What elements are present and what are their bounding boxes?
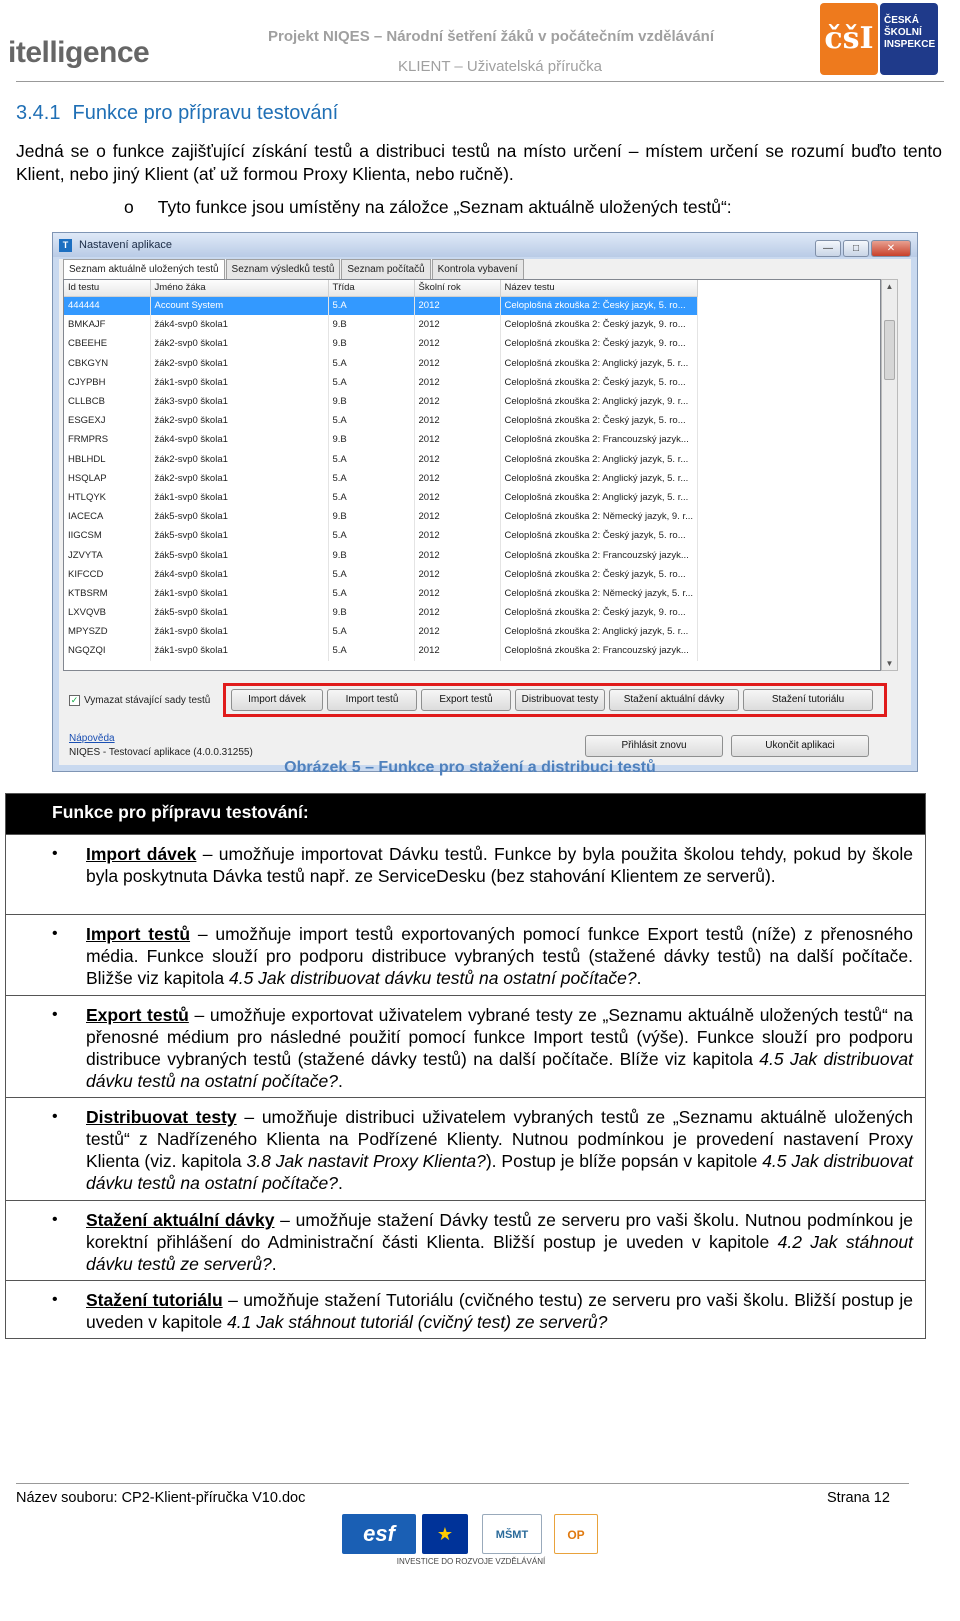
end-distribute-tests: .	[337, 1173, 343, 1193]
export-tests-button[interactable]: Export testů	[421, 689, 511, 711]
end-import-tests: .	[636, 968, 642, 988]
table-cell: 5.A	[328, 488, 414, 507]
ref-download-tutorial: 4.1 Jak stáhnout tutoriál (cvičný test) ze serverů?	[227, 1312, 608, 1332]
table-cell: Celoplošná zkouška 2: Český jazyk, 5. ro...	[500, 526, 698, 545]
table-cell: 9.B	[328, 507, 414, 526]
table-cell: žák4-svp0 škola1	[150, 430, 328, 449]
ref-import-tests: 4.5 Jak distribuovat dávku testů na ostatní počítače?	[228, 968, 637, 988]
minimize-button[interactable]: —	[815, 240, 841, 257]
table-cell: 9.B	[328, 334, 414, 353]
tab-current-tests[interactable]: Seznam aktuálně uložených testů	[63, 259, 225, 279]
table-cell: 2012	[414, 296, 500, 315]
figure-caption: Obrázek 5 – Funkce pro stažení a distribuci testů	[284, 759, 656, 776]
table-cell: Celoplošná zkouška 2: Francouzský jazyk...	[500, 641, 698, 660]
table-cell: Celoplošná zkouška 2: Anglický jazyk, 5. r...	[500, 469, 698, 488]
functions-heading: Funkce pro přípravu testování:	[6, 794, 925, 834]
table-cell: 2012	[414, 603, 500, 622]
table-cell: CJYPBH	[64, 373, 150, 392]
ref-distribute-tests: 4.5 Jak distribuovat dávku testů na ostatní počítače?	[86, 1151, 913, 1193]
table-cell: Celoplošná zkouška 2: Anglický jazyk, 5. r...	[500, 354, 698, 373]
mid-distribute-tests: ). Postup je blíže popsán v kapitole	[485, 1151, 763, 1171]
table-row[interactable]	[64, 411, 698, 430]
functions-table	[5, 793, 926, 1339]
intro-paragraph: Jedná se o funkce zajišťující získání testů a distribuci testů na místo určení – místem určení se rozumí buďto tento Klient, nebo jiný Klient (ať už formou Proxy Klienta, nebo ručně).	[16, 141, 942, 184]
footer-divider	[16, 1483, 909, 1484]
app-icon: T	[59, 239, 72, 252]
bullet-icon: •	[52, 1108, 58, 1125]
footer-filename: Název souboru: CP2-Klient-příručka V10.doc	[16, 1490, 306, 1506]
table-cell: 2012	[414, 430, 500, 449]
table-cell: Account System	[150, 296, 328, 315]
clear-sets-checkbox[interactable]	[69, 695, 210, 706]
sub-bullet-text: Tyto funkce jsou umístěny na záložce „Seznam aktuálně uložených testů“:	[157, 197, 732, 217]
table-cell: 5.A	[328, 373, 414, 392]
op-logo: OP	[554, 1514, 598, 1554]
table-row[interactable]	[64, 373, 698, 392]
table-cell: HSQLAP	[64, 469, 150, 488]
eu-caption: INVESTICE DO ROZVOJE VZDĚLÁVÁNÍ	[396, 1557, 546, 1566]
function-row-import-batches	[6, 834, 925, 914]
table-cell: KIFCCD	[64, 565, 150, 584]
table-cell: Celoplošná zkouška 2: Anglický jazyk, 9. r...	[500, 392, 698, 411]
table-cell: 2012	[414, 315, 500, 334]
table-cell: žák2-svp0 škola1	[150, 411, 328, 430]
table-row[interactable]	[64, 334, 698, 353]
ref-download-batch: 4.2 Jak stáhnout dávku testů ze serverů?	[86, 1232, 913, 1274]
tests-grid[interactable]	[63, 279, 881, 671]
table-row[interactable]	[64, 469, 698, 488]
table-cell: NGQZQI	[64, 641, 150, 660]
table-cell: 5.A	[328, 565, 414, 584]
table-cell: 5.A	[328, 526, 414, 545]
col-class[interactable]: Třída	[328, 280, 414, 296]
action-row	[63, 683, 903, 717]
tab-strip	[63, 259, 525, 279]
table-cell: Celoplošná zkouška 2: Český jazyk, 5. ro...	[500, 373, 698, 392]
table-cell: CBEEHE	[64, 334, 150, 353]
import-batches-button[interactable]: Import dávek	[231, 689, 323, 711]
desc-download-tutorial: – umožňuje stažení Tutoriálu (cvičného testu) ze serveru pro vaši školu. Bližší postup je uveden v kapitole	[86, 1290, 914, 1332]
table-cell: IACECA	[64, 507, 150, 526]
window-body	[59, 259, 911, 765]
table-cell: 5.A	[328, 354, 414, 373]
table-cell: Celoplošná zkouška 2: Český jazyk, 5. ro...	[500, 296, 698, 315]
table-cell: 2012	[414, 565, 500, 584]
col-id[interactable]: Id testu	[64, 280, 150, 296]
table-cell: 9.B	[328, 430, 414, 449]
table-row[interactable]	[64, 603, 698, 622]
table-cell: žák2-svp0 škola1	[150, 354, 328, 373]
table-cell: žák5-svp0 škola1	[150, 526, 328, 545]
table-cell: Celoplošná zkouška 2: Český jazyk, 9. ro...	[500, 334, 698, 353]
function-row-download-tutorial	[6, 1280, 925, 1338]
window-titlebar	[53, 233, 917, 257]
table-cell: 2012	[414, 373, 500, 392]
table-cell: Celoplošná zkouška 2: Německý jazyk, 9. r...	[500, 507, 698, 526]
table-cell: 444444	[64, 296, 150, 315]
term-download-tutorial: Stažení tutoriálu	[86, 1290, 223, 1310]
table-cell: 2012	[414, 526, 500, 545]
footer-page-number: Strana 12	[827, 1490, 890, 1506]
col-student[interactable]: Jméno žáka	[150, 280, 328, 296]
bullet-icon: •	[52, 1006, 58, 1023]
scroll-down-icon[interactable]: ▼	[885, 659, 894, 668]
window-title: Nastavení aplikace	[79, 239, 172, 251]
document-subtitle: KLIENT – Uživatelská příručka	[398, 58, 602, 75]
project-title: Projekt NIQES – Národní šetření žáků v počátečním vzdělávání	[268, 28, 714, 45]
section-number: 3.4.1	[16, 102, 61, 124]
table-cell: žák1-svp0 škola1	[150, 622, 328, 641]
sub-bullet	[124, 197, 732, 218]
login-again-button[interactable]: Přihlásit znovu	[585, 735, 723, 757]
bullet-icon: •	[52, 925, 58, 942]
grid-scrollbar[interactable]	[881, 279, 898, 671]
table-cell: žák1-svp0 škola1	[150, 584, 328, 603]
table-cell: HTLQYK	[64, 488, 150, 507]
table-cell: CLLBCB	[64, 392, 150, 411]
table-row[interactable]	[64, 488, 698, 507]
desc-import-batches: – umožňuje importovat Dávku testů. Funkce by byla použita školou tehdy, pokud by škole byla poskytnuta Dávka testů např. ze ServiceDesku (bez stahování Klientem ze serverů).	[86, 844, 913, 886]
table-cell: 2012	[414, 584, 500, 603]
table-cell: žák2-svp0 škola1	[150, 469, 328, 488]
table-row[interactable]	[64, 392, 698, 411]
term-import-batches: Import dávek	[86, 844, 197, 864]
table-cell: 2012	[414, 334, 500, 353]
table-cell: žák1-svp0 škola1	[150, 488, 328, 507]
scroll-thumb[interactable]	[884, 320, 895, 380]
bullet-icon: •	[52, 1291, 58, 1308]
table-cell: žák5-svp0 škola1	[150, 545, 328, 564]
desc-export-tests: – umožňuje exportovat uživatelem vybrané testy ze „Seznamu aktuálně uložených testů“ na přenosné médium pro následné použití pomocí funkce Import testů (výše). Funkce slouží pro podporu distribuce vybraných testů (stažené dávky testů) na další počítače. Blíže viz kapitola	[86, 1005, 913, 1069]
table-cell: HBLHDL	[64, 450, 150, 469]
ref-export-tests: 4.5 Jak distribuovat dávku testů na ostatní počítače?	[86, 1049, 914, 1091]
checkbox-check-icon[interactable]: ✓	[70, 695, 79, 705]
table-cell: 9.B	[328, 603, 414, 622]
table-row[interactable]	[64, 450, 698, 469]
table-cell: Celoplošná zkouška 2: Německý jazyk, 5. r...	[500, 584, 698, 603]
app-window-screenshot	[52, 232, 918, 772]
table-cell: Celoplošná zkouška 2: Francouzský jazyk...	[500, 545, 698, 564]
table-cell: 5.A	[328, 450, 414, 469]
table-row[interactable]	[64, 430, 698, 449]
term-import-tests: Import testů	[86, 924, 191, 944]
tab-equipment-check[interactable]: Kontrola vybavení	[432, 259, 524, 279]
table-cell: žák2-svp0 škola1	[150, 334, 328, 353]
msmt-logo: MŠMT	[482, 1514, 542, 1554]
end-export-tests: .	[337, 1071, 343, 1091]
help-link[interactable]: Nápověda	[69, 733, 115, 744]
table-row[interactable]	[64, 622, 698, 641]
import-tests-button[interactable]: Import testů	[327, 689, 417, 711]
sub-bullet-marker: o	[124, 197, 134, 217]
scroll-up-icon[interactable]: ▲	[885, 282, 894, 291]
table-cell: 2012	[414, 450, 500, 469]
table-cell: Celoplošná zkouška 2: Český jazyk, 9. ro...	[500, 315, 698, 334]
function-row-distribute-tests	[6, 1097, 925, 1200]
table-cell: 2012	[414, 392, 500, 411]
table-cell: Celoplošná zkouška 2: Český jazyk, 5. ro...	[500, 411, 698, 430]
eu-logos	[342, 1514, 600, 1568]
csi-logo-text: ČESKÁ ŠKOLNÍ INSPEKCE	[880, 3, 938, 75]
distribute-tests-button[interactable]: Distribuovat testy	[515, 689, 605, 711]
table-cell: 9.B	[328, 315, 414, 334]
table-row[interactable]	[64, 354, 698, 373]
function-row-export-tests	[6, 995, 925, 1097]
bullet-icon: •	[52, 1211, 58, 1228]
table-cell: žák1-svp0 škola1	[150, 373, 328, 392]
table-cell: 5.A	[328, 641, 414, 660]
table-cell: 9.B	[328, 392, 414, 411]
table-cell: Celoplošná zkouška 2: Anglický jazyk, 5. r...	[500, 450, 698, 469]
table-cell: 5.A	[328, 584, 414, 603]
csi-logo-mark: čšI	[820, 3, 878, 75]
close-button[interactable]: ✕	[871, 240, 911, 257]
csi-logo	[820, 3, 940, 75]
table-cell: CBKGYN	[64, 354, 150, 373]
term-export-tests: Export testů	[86, 1005, 189, 1025]
esf-logo: esf	[342, 1514, 416, 1554]
section-heading	[16, 102, 338, 125]
desc-download-batch: – umožňuje stažení Dávky testů ze serveru pro vaši školu. Nutnou podmínkou je korektní přihlášení do Administrační části Klienta. Bližší postup je uveden v kapitole	[86, 1210, 914, 1252]
header-divider	[16, 81, 944, 82]
function-row-import-tests	[6, 914, 925, 995]
download-tutorial-button[interactable]: Stažení tutoriálu	[743, 689, 873, 711]
table-cell: 2012	[414, 354, 500, 373]
term-distribute-tests: Distribuovat testy	[86, 1107, 237, 1127]
table-cell: JZVYTA	[64, 545, 150, 564]
function-row-download-batch	[6, 1200, 925, 1280]
table-row[interactable]	[64, 641, 698, 660]
end-download-batch: .	[271, 1254, 277, 1274]
clear-sets-label: Vymazat stávající sady testů	[84, 695, 211, 707]
table-cell: žák4-svp0 škola1	[150, 565, 328, 584]
desc-import-tests: – umožňuje import testů exportovaných pomocí funkce Export testů (níže) z přenosného média. Funkce slouží pro podporu distribuce vybraných testů (stažené dávky testů) na další počítače. Bližše viz kapitola	[86, 924, 913, 988]
table-cell: MPYSZD	[64, 622, 150, 641]
table-cell: žák2-svp0 škola1	[150, 450, 328, 469]
table-cell: 2012	[414, 545, 500, 564]
version-label: NIQES - Testovací aplikace (4.0.0.31255)	[69, 747, 253, 758]
table-cell: žák5-svp0 škola1	[150, 603, 328, 622]
tab-computers[interactable]: Seznam počítačů	[341, 259, 430, 279]
table-cell: KTBSRM	[64, 584, 150, 603]
ref-proxy-client: 3.8 Jak nastavit Proxy Klienta?	[246, 1151, 486, 1171]
table-cell: žák1-svp0 škola1	[150, 641, 328, 660]
desc-distribute-tests: – umožňuje distribuci uživatelem vybraných testů ze „Seznamu aktuálně uložených testů“ z Nadřízeného Klienta na Podřízené Klienty. Nutnou podmínkou je provedení nastavení Proxy Klienta (viz. kapitola	[86, 1107, 913, 1171]
table-cell: Celoplošná zkouška 2: Anglický jazyk, 5. r...	[500, 622, 698, 641]
table-cell: 2012	[414, 411, 500, 430]
table-cell: LXVQVB	[64, 603, 150, 622]
table-cell: 2012	[414, 488, 500, 507]
download-batch-button[interactable]: Stažení aktuální dávky	[609, 689, 739, 711]
table-cell: IIGCSM	[64, 526, 150, 545]
tab-test-results[interactable]: Seznam výsledků testů	[226, 259, 341, 279]
table-cell: žák5-svp0 škola1	[150, 507, 328, 526]
eu-flag-icon: ★	[422, 1514, 468, 1554]
table-cell: 2012	[414, 507, 500, 526]
table-cell: 2012	[414, 622, 500, 641]
table-cell: Celoplošná zkouška 2: Francouzský jazyk...	[500, 430, 698, 449]
table-cell: žák3-svp0 škola1	[150, 392, 328, 411]
maximize-button[interactable]: □	[843, 240, 869, 257]
bullet-icon: •	[52, 845, 58, 862]
section-title: Funkce pro přípravu testování	[72, 102, 339, 124]
exit-app-button[interactable]: Ukončit aplikaci	[731, 735, 869, 757]
table-row[interactable]	[64, 545, 698, 564]
table-row[interactable]	[64, 507, 698, 526]
table-cell: žák4-svp0 škola1	[150, 315, 328, 334]
table-cell: Celoplošná zkouška 2: Anglický jazyk, 5. r...	[500, 488, 698, 507]
itelligence-logo: itelligence	[8, 36, 150, 69]
table-cell: 5.A	[328, 296, 414, 315]
table-row[interactable]	[64, 315, 698, 334]
table-cell: BMKAJF	[64, 315, 150, 334]
col-school-year[interactable]: Školní rok	[414, 280, 500, 296]
term-download-batch: Stažení aktuální dávky	[86, 1210, 275, 1230]
table-row[interactable]	[64, 296, 698, 315]
table-cell: FRMPRS	[64, 430, 150, 449]
table-cell: 2012	[414, 641, 500, 660]
table-cell: Celoplošná zkouška 2: Český jazyk, 9. ro...	[500, 603, 698, 622]
table-cell: 2012	[414, 469, 500, 488]
table-cell: 5.A	[328, 411, 414, 430]
col-test-name[interactable]: Název testu	[500, 280, 698, 296]
table-cell: Celoplošná zkouška 2: Český jazyk, 5. ro...	[500, 565, 698, 584]
table-cell: 5.A	[328, 622, 414, 641]
table-cell: 5.A	[328, 469, 414, 488]
table-row[interactable]	[64, 584, 698, 603]
table-row[interactable]	[64, 526, 698, 545]
table-cell: 9.B	[328, 545, 414, 564]
table-cell: ESGEXJ	[64, 411, 150, 430]
table-row[interactable]	[64, 565, 698, 584]
